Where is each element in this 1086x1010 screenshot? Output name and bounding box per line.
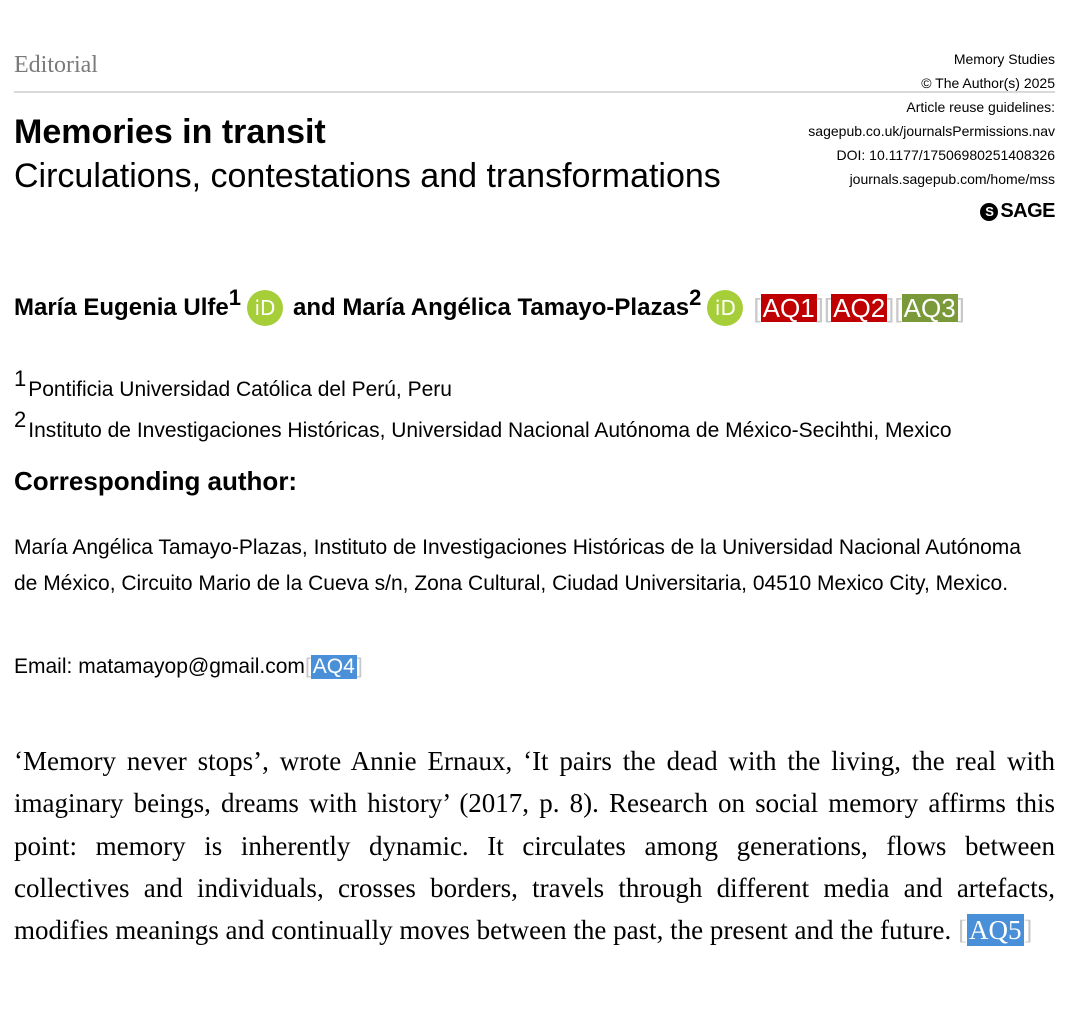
affiliation-text-1: Pontificia Universidad Católica del Perú, Peru [28, 378, 452, 401]
sage-mark-icon: S [980, 203, 998, 221]
author-connector: and [292, 294, 336, 321]
email-line [14, 655, 363, 679]
author-name-1: María Eugenia Ulfe [14, 294, 229, 321]
bracket-open: [ [958, 915, 967, 946]
orcid-icon[interactable]: iD [247, 290, 283, 326]
corresponding-author-address: María Angélica Tamayo-Plazas, Instituto de Investigaciones Históricas de la Universidad Nacional Autónoma de México, Circuito Mario de la Cueva s/n, Zona Cultural, Ciudad Universitaria, 04510 Mexico City, Mexico. [14, 536, 1021, 595]
bracket-open: [ [894, 292, 902, 323]
bracket-open: [ [823, 292, 832, 323]
bracket-open: [ [304, 655, 311, 678]
section-label: Editorial [14, 52, 98, 78]
article-title: Memories in transit [14, 113, 326, 151]
email-address[interactable]: matamayop@gmail.com [78, 655, 305, 678]
author-affiliation-mark-1: 1 [228, 285, 241, 310]
journal-name: Memory Studies [953, 51, 1055, 67]
corresponding-author-heading: Corresponding author: [14, 466, 298, 496]
affiliation-2 [14, 409, 952, 443]
bracket-close: ] [887, 292, 895, 323]
bracket-open: [ [753, 292, 761, 323]
author-query-aq2[interactable]: AQ2 [833, 293, 886, 323]
article-subtitle: Circulations, contestations and transformations [14, 157, 721, 195]
sage-logo [980, 200, 1055, 223]
author-name-2: María Angélica Tamayo-Plazas [342, 294, 690, 321]
author-query-aq5[interactable]: AQ5 [969, 915, 1022, 946]
affiliation-mark-1: 1 [14, 366, 27, 391]
author-query-aq3[interactable]: AQ3 [903, 293, 956, 323]
bracket-close: ] [1023, 915, 1033, 946]
reuse-link[interactable]: sagepub.co.uk/journalsPermissions.nav [808, 123, 1055, 139]
bracket-close: ] [356, 655, 363, 678]
journal-meta [808, 47, 1055, 191]
body-paragraph [14, 740, 1055, 951]
doi[interactable]: DOI: 10.1177/17506980251408326 [836, 147, 1055, 163]
orcid-icon[interactable]: iD [707, 290, 743, 326]
affiliation-1 [14, 368, 452, 402]
affiliation-mark-2: 2 [14, 407, 27, 432]
author-affiliation-mark-2: 2 [689, 285, 702, 310]
reuse-label: Article reuse guidelines: [906, 99, 1055, 115]
journal-link[interactable]: journals.sagepub.com/home/mss [849, 171, 1055, 187]
body-paragraph-text: ‘Memory never stops’, wrote Annie Ernaux, ‘It pairs the dead with the living, the real with imaginary beings, dreams with history’ (2017, p. 8). Research on social memory affirms this point: memory is inherently dynamic. It circulates among generations, flows between collectives and individuals, crosses borders, travels through different media and artefacts, modifies meanings and continually moves between the past, the present and the future. [14, 746, 1055, 946]
author-query-aq1[interactable]: AQ1 [762, 293, 815, 323]
affiliation-text-2: Instituto de Investigaciones Históricas, Universidad Nacional Autónoma de México-Secihthi, Mexico [28, 419, 952, 442]
sage-wordmark: SAGE [1000, 200, 1055, 222]
author-line [14, 285, 965, 326]
bracket-close: ] [957, 292, 965, 323]
bracket-close: ] [816, 292, 824, 323]
email-label: Email: [14, 655, 73, 678]
copyright: © The Author(s) 2025 [921, 75, 1055, 91]
author-query-aq4[interactable]: AQ4 [312, 655, 355, 678]
